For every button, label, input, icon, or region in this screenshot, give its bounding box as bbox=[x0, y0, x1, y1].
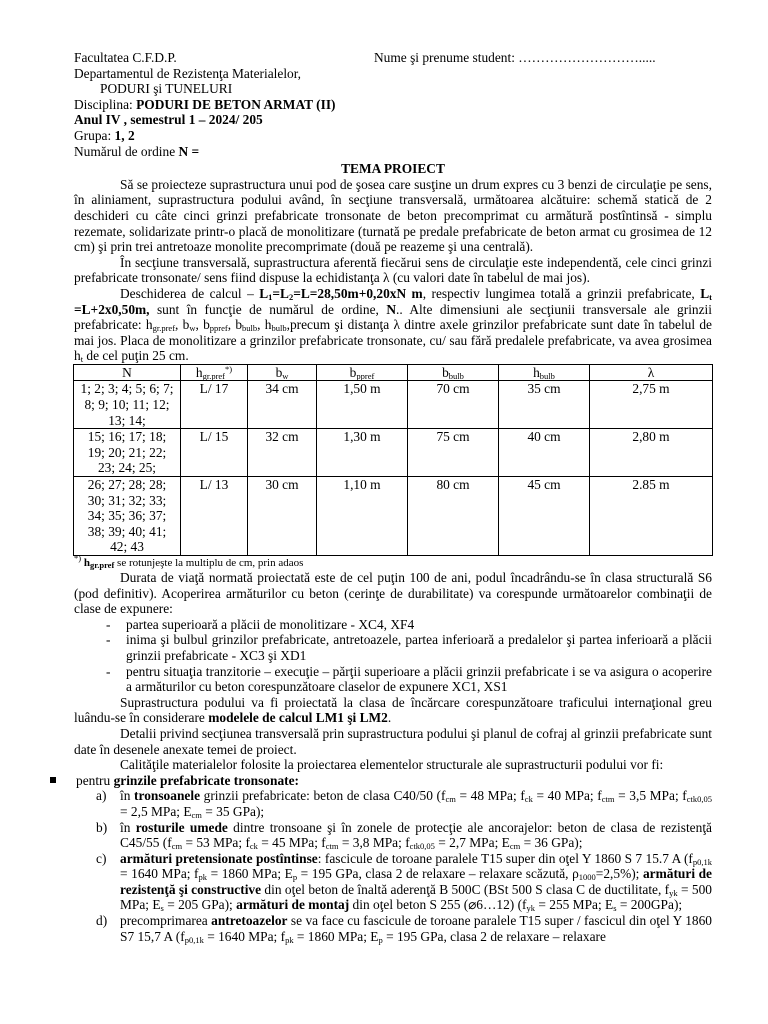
order-value: N = bbox=[178, 143, 200, 159]
student-name-line: Nume şi prenume student: ………………………..... bbox=[374, 50, 656, 65]
list-item: b) în rosturile umede dintre tronsoane şi în zonele de protecţie ale ancorajelor: beton de clasa de rezistenţă C45/55 ($f_{cm} = 53$ MPa; $f_{ck} = 45$ MPa; $f_{ctm} = 3,8$ MPa; $f_{ctk0,05} = 2,7$ MPa; $E_{cm} = 36$ GPa); bbox=[96, 819, 712, 852]
department-line-2: PODURI şi TUNELURI bbox=[100, 81, 233, 97]
list-item: a) în tronsoanele grinzii prefabricate: beton de clasa C40/50 ($f_{cm} = 48$ MPa; $f_{ck} = 40$ MPa; $f_{ctm} = 3,5$ MPa; $f_{ctk0,05} = 2,5$ MPa; $E_{cm} = 35$ GPa); bbox=[96, 788, 713, 820]
table-row bbox=[74, 429, 713, 477]
table-header-row bbox=[74, 364, 713, 381]
table-row bbox=[74, 381, 713, 429]
group-line bbox=[74, 128, 712, 144]
list-item: - pentru situaţia tranzitorie – execuţie – părţii superioare a plăcii grinzii prefabricate i se va asigura o acoperire a armăturilor cu beton corespunzătoare claselor de expunere XC1, XS1 bbox=[106, 664, 712, 695]
table-cell: 1,30 m bbox=[317, 429, 408, 477]
col-header-bppref: $b_{ppref}$ bbox=[317, 364, 408, 381]
list-item: - inima şi bulbul grinzilor prefabricate, antretoazele, partea inferioară a predalelor şi partea inferioară a plăcii grinzii prefabricate - XC3 şi XD1 bbox=[106, 632, 712, 663]
order-label: Numărul de ordine bbox=[74, 143, 179, 159]
order-number-line bbox=[74, 144, 712, 160]
table-cell: 2.85 m bbox=[590, 477, 713, 556]
paragraph-load-class: Suprastructura podului va fi proiectată la clasa de încărcare corespunzătoare traficului internaţional greu luându-se în considerare modelele de calcul LM1 şi LM2. bbox=[74, 694, 712, 726]
page-title: TEMA PROIECT bbox=[341, 161, 445, 177]
department-line: Departamentul de Rezistenţa Materialelor, bbox=[74, 65, 302, 81]
table-cell: 45 cm bbox=[499, 477, 590, 556]
table-cell: 34 cm bbox=[248, 381, 317, 429]
table-cell: 15; 16; 17; 18; 19; 20; 21; 22; 23; 24; 25; bbox=[74, 429, 181, 477]
col-header-bbulb: $b_{bulb}$ bbox=[408, 364, 499, 381]
materials-bullet: pentru grinzile prefabricate tronsonate: bbox=[50, 773, 712, 789]
table-cell: 1; 2; 3; 4; 5; 6; 7; 8; 9; 10; 11; 12; 13; 14; bbox=[74, 381, 181, 429]
table-cell: 40 cm bbox=[499, 429, 590, 477]
col-header-lambda: λ bbox=[590, 364, 713, 381]
table-cell: 75 cm bbox=[408, 429, 499, 477]
list-item: - partea superioară a plăcii de monolitizare - XC4, XF4 bbox=[106, 617, 712, 633]
group-label: Grupa: bbox=[74, 127, 115, 143]
faculty-line: Facultatea C.F.D.P. bbox=[74, 50, 177, 65]
table-cell: 1,10 m bbox=[317, 477, 408, 556]
dimensions-table bbox=[73, 364, 713, 556]
square-bullet-icon bbox=[50, 777, 56, 783]
col-header-hbulb: $h_{bulb}$ bbox=[499, 364, 590, 381]
table-cell: L/ 17 bbox=[181, 381, 248, 429]
table-cell: 1,50 m bbox=[317, 381, 408, 429]
paragraph-cross-section: În secţiune transversală, suprastructura aferentă fiecărui sens de circulaţie este independentă, cele cinci grinzi prefabricate tronsonate/ sens fiind dispuse la echidistanţa λ (cu valori date în tabelul de mai jos). bbox=[74, 254, 712, 286]
table-cell: 30 cm bbox=[248, 477, 317, 556]
col-header-h-gr-pref: $h_{gr.pref}^{*)}$ bbox=[181, 364, 248, 381]
exposure-list bbox=[74, 617, 712, 695]
year-line: Anul IV , semestrul 1 – 2024/ 205 bbox=[74, 112, 263, 128]
table-cell: 26; 27; 28; 28; 30; 31; 32; 33; 34; 35; 36; 37; 38; 39; 40; 41; 42; 43 bbox=[74, 477, 181, 556]
table-cell: L/ 13 bbox=[181, 477, 248, 556]
materials-list bbox=[74, 788, 712, 944]
table-cell: 80 cm bbox=[408, 477, 499, 556]
col-header-n: N bbox=[74, 364, 181, 381]
paragraph-durability: Durata de viaţă normată proiectată este de cel puţin 100 de ani, podul încadrându-se în clasa structurală S6 (pod definitiv). Acoperirea armăturilor cu beton (cerinţe de durabilitate) va corespunde următoarelor combinaţii de clase de expunere: bbox=[74, 570, 712, 617]
table-footnote: *) $h_{gr.pref}$ se rotunjeşte la multiplu de cm, prin adaos bbox=[74, 553, 304, 570]
paragraph-materials: Calităţile materialelor folosite la proiectarea elementelor structurale ale suprastructurii podului vor fi: bbox=[120, 757, 664, 773]
paragraph-details: Detalii privind secţiunea transversală prin suprastructura podului şi planul de cofraj al grinzii prefabricate sunt date în desenele anexate temei de proiect. bbox=[74, 725, 712, 757]
list-item: d) precomprimarea antretoazelor se va face cu fascicule de toroane paralele T15 super / fascicul din oţel Y 1860 S7 15,7 A ($f_{p0,1k} = 1640$ MPa; $f_{pk} = 1860$ MPa; $E_p = 195$ GPa, clasa 2 de relaxare – relaxare bbox=[96, 913, 712, 945]
table-cell: L/ 15 bbox=[181, 429, 248, 477]
group-value: 1, 2 bbox=[114, 127, 135, 143]
document-page bbox=[74, 50, 712, 944]
table-cell: 2,75 m bbox=[590, 381, 713, 429]
table-row bbox=[74, 477, 713, 556]
list-item: c) armături pretensionate postîntinse: fascicule de toroane paralele T15 super din oţel Y 1860 S 7 15.7 A ($f_{p0,1k} = 1640$ MPa; $f_{pk} = 1860$ MPa; $E_p = 195$ GPa, clasa 2 de relaxare – relaxare scăzută, $\rho_{1000}=2,5\%$); armături de rezistenţă şi constructive din oţel beton de înaltă aderenţă B 500C (BSt 500 S clasa C de ductilitate, $f_{yk} = 500$ MPa; $E_s = 205$ GPa); armături de montaj din oţel beton S 255 (⌀6…12) ($f_{yk} = 255$ MPa; $E_s = 200GPa$); bbox=[96, 850, 712, 914]
table-cell: 70 cm bbox=[408, 381, 499, 429]
paragraph-intro: Să se proiecteze suprastructura unui pod de şosea care susţine un drum expres cu 3 benzi de circulaţie pe sens, în aliniament, suprastructura podului având, în secţiune transversală, următoarea alcătuire: schemă statică de 2 deschideri cu câte cinci grinzi prefabricate tronsonate de beton precomprimat cu armătură postîntinsă - simplu rezemate, solidarizate printr-o placă de monolitizare (turnată pe predale prefabricate de beton armat cu grosimea de 12 cm) şi prin trei antretoaze monolite precomprimate (două pe reazeme şi una centrală). bbox=[74, 176, 712, 255]
col-header-bw: $b_w$ bbox=[248, 364, 317, 381]
discipline-line bbox=[74, 97, 712, 113]
table-cell: 2,80 m bbox=[590, 429, 713, 477]
table-cell: 35 cm bbox=[499, 381, 590, 429]
discipline-value: PODURI DE BETON ARMAT (II) bbox=[136, 96, 336, 112]
paragraph-span: Deschiderea de calcul – $L_1=L_2=L=28,50m+0,20xN$ m, respectiv lungimea totală a grinzii prefabricate, $L_t =L+2x0,50m$, sunt în funcţie de numărul de ordine, N.. Alte dimensiuni ale secţiunii transversale ale grinzii prefabricate: $h_{gr.pref}$, $b_w$, $b_{ppref}$, $b_{bulb}$, $h_{bulb},precum$ şi distanţa λ dintre axele grinzilor prefabricate sunt date în tabelul de mai jos. Placa de monolitizare a grinzilor prefabricate tronsonate, cu/ sau fără predalele prefabricate, va avea grosimea $h_t$ de cel puţin 25 cm. bbox=[74, 285, 712, 365]
table-cell: 32 cm bbox=[248, 429, 317, 477]
discipline-label: Disciplina: bbox=[74, 96, 137, 112]
